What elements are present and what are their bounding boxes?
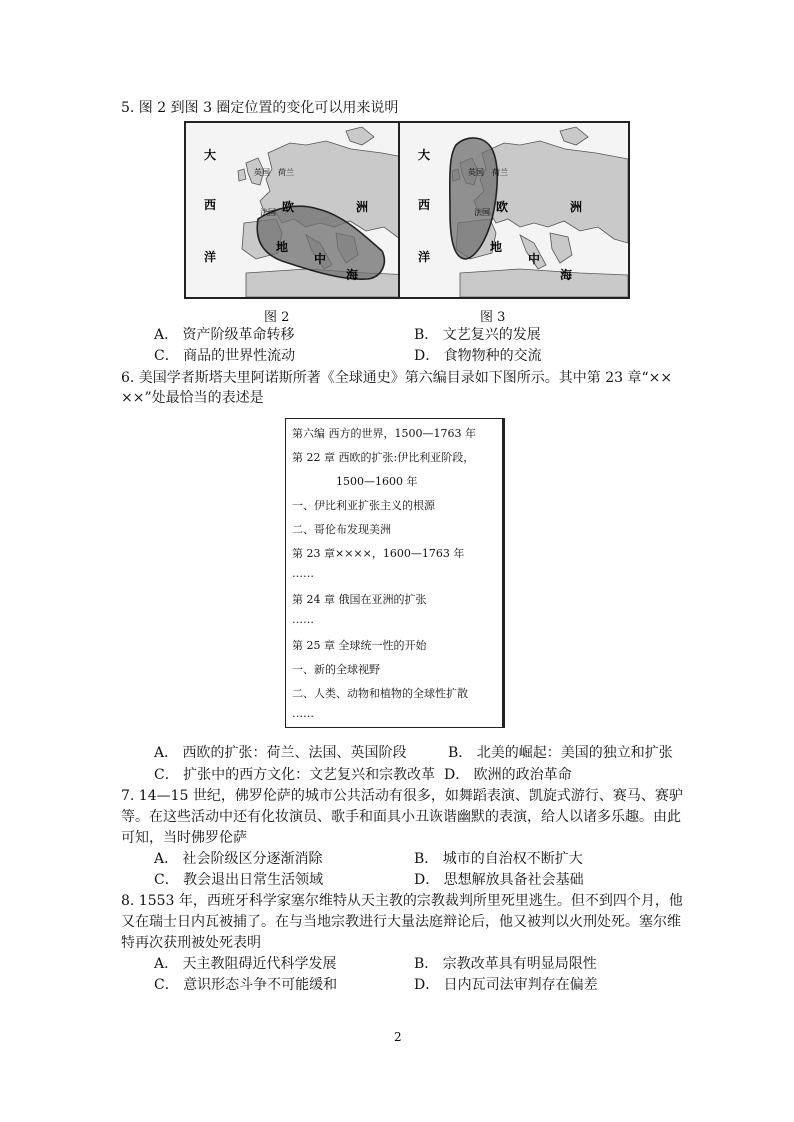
toc-line: 二、哥伦布发现美洲 — [292, 523, 391, 536]
toc-line: …… — [292, 707, 314, 720]
toc-line: 第 24 章 俄国在亚洲的扩张 — [292, 593, 427, 606]
q7-option-c[interactable]: C． 教会退出日常生活领域 — [154, 872, 324, 888]
fig3-label-hai: 海 — [560, 268, 573, 282]
fig2-label-zhong: 中 — [314, 252, 327, 266]
fig3-caption: 图 3 — [480, 310, 506, 325]
fig2-label-da: 大 — [204, 148, 217, 162]
map-figure-2 — [184, 121, 416, 299]
fig3-label-da: 大 — [418, 148, 431, 162]
fig2-label-yingguo: 英国 — [254, 168, 270, 177]
toc-line: 一、新的全球视野 — [292, 663, 380, 676]
q8-line1: 8. 1553 年，西班牙科学家塞尔维特从天主教的宗教裁判所里死里逃生。但不到四个月，他 — [121, 893, 683, 909]
q5-option-b[interactable]: B． 文艺复兴的发展 — [414, 327, 541, 343]
fig3-label-zhou: 洲 — [570, 200, 583, 214]
q6-stem-line1: 6. 美国学者斯塔夫里阿诺斯所著《全球通史》第六编目录如下图所示。其中第 23 章“×× — [121, 370, 673, 386]
q5-option-a[interactable]: A． 资产阶级革命转移 — [154, 327, 295, 343]
fig3-label-yingguo: 英国 — [468, 168, 484, 177]
q7-line2: 等。在这些活动中还有化妆演员、歌手和面具小丑诙谐幽默的表演，给人以诸多乐趣。由此 — [121, 809, 681, 825]
fig3-label-helan: 荷兰 — [492, 168, 508, 177]
q7-option-b[interactable]: B． 城市的自治权不断扩大 — [414, 851, 583, 867]
q8-line3: 特再次获刑被处死表明 — [121, 935, 261, 951]
map-figure-3 — [398, 121, 630, 299]
toc-line: …… — [292, 613, 314, 626]
toc-line: …… — [292, 567, 314, 580]
q7-option-d[interactable]: D． 思想解放具备社会基础 — [414, 872, 584, 888]
page-number: 2 — [394, 1030, 402, 1044]
q6-option-d[interactable]: D． 欧洲的政治革命 — [444, 767, 572, 783]
fig2-label-helan: 荷兰 — [278, 168, 294, 177]
q5-stem: 5. 图 2 到图 3 圈定位置的变化可以用来说明 — [121, 100, 399, 116]
toc-line: 二、人类、动物和植物的全球性扩散 — [292, 687, 468, 700]
q7-line1: 7. 14—15 世纪，佛罗伦萨的城市公共活动有很多，如舞蹈表演、凯旋式游行、赛马、赛驴 — [121, 788, 683, 804]
fig3-label-yang: 洋 — [418, 250, 431, 264]
table-of-contents-box — [285, 418, 505, 728]
fig3-label-di: 地 — [490, 240, 503, 254]
fig2-label-di: 地 — [276, 240, 289, 254]
fig3-label-faguo: 法国 — [474, 208, 490, 217]
q8-option-a[interactable]: A． 天主教阻碍近代科学发展 — [154, 956, 337, 972]
fig2-label-yang: 洋 — [204, 250, 217, 264]
toc-line: 1500—1600 年 — [336, 475, 418, 488]
toc-line: 一、伊比利亚扩张主义的根源 — [292, 499, 435, 512]
q6-option-b[interactable]: B． 北美的崛起：美国的独立和扩张 — [448, 745, 673, 761]
q6-stem-line2: ××”处最恰当的表述是 — [121, 390, 264, 406]
toc-line: 第 25 章 全球统一性的开始 — [292, 639, 427, 652]
toc-line: 第六编 西方的世界，1500—1763 年 — [292, 427, 476, 440]
fig2-label-hai: 海 — [346, 268, 359, 282]
q8-option-c[interactable]: C． 意识形态斗争不可能缓和 — [154, 977, 338, 993]
fig2-label-ou: 欧 — [282, 200, 295, 214]
q8-option-d[interactable]: D． 日内瓦司法审判存在偏差 — [414, 977, 598, 993]
toc-line: 第 22 章 西欧的扩张:伊比利亚阶段， — [292, 451, 475, 464]
fig2-label-zhou: 洲 — [356, 200, 369, 214]
q6-option-a[interactable]: A． 西欧的扩张：荷兰、法国、英国阶段 — [154, 745, 407, 761]
q7-line3: 可知，当时佛罗伦萨 — [121, 830, 247, 846]
fig3-label-ou: 欧 — [496, 200, 509, 214]
fig3-label-zhong: 中 — [528, 252, 541, 266]
q8-line2: 又在瑞士日内瓦被捕了。在与当地宗教进行大量法庭辩论后，他又被判以火刑处死。塞尔维 — [121, 914, 681, 930]
toc-line: 第 23 章××××，1600—1763 年 — [292, 547, 465, 560]
q5-option-c[interactable]: C． 商品的世界性流动 — [154, 348, 296, 364]
q8-option-b[interactable]: B． 宗教改革具有明显局限性 — [414, 956, 597, 972]
fig3-label-xi: 西 — [418, 198, 431, 212]
fig2-label-faguo: 法国 — [260, 208, 276, 217]
fig2-caption: 图 2 — [264, 310, 290, 325]
q7-option-a[interactable]: A． 社会阶级区分逐渐消除 — [154, 851, 323, 867]
q6-option-c[interactable]: C． 扩张中的西方文化：文艺复兴和宗教改革 — [154, 767, 436, 783]
q5-option-d[interactable]: D． 食物物种的交流 — [414, 348, 542, 364]
fig2-label-xi: 西 — [204, 198, 217, 212]
